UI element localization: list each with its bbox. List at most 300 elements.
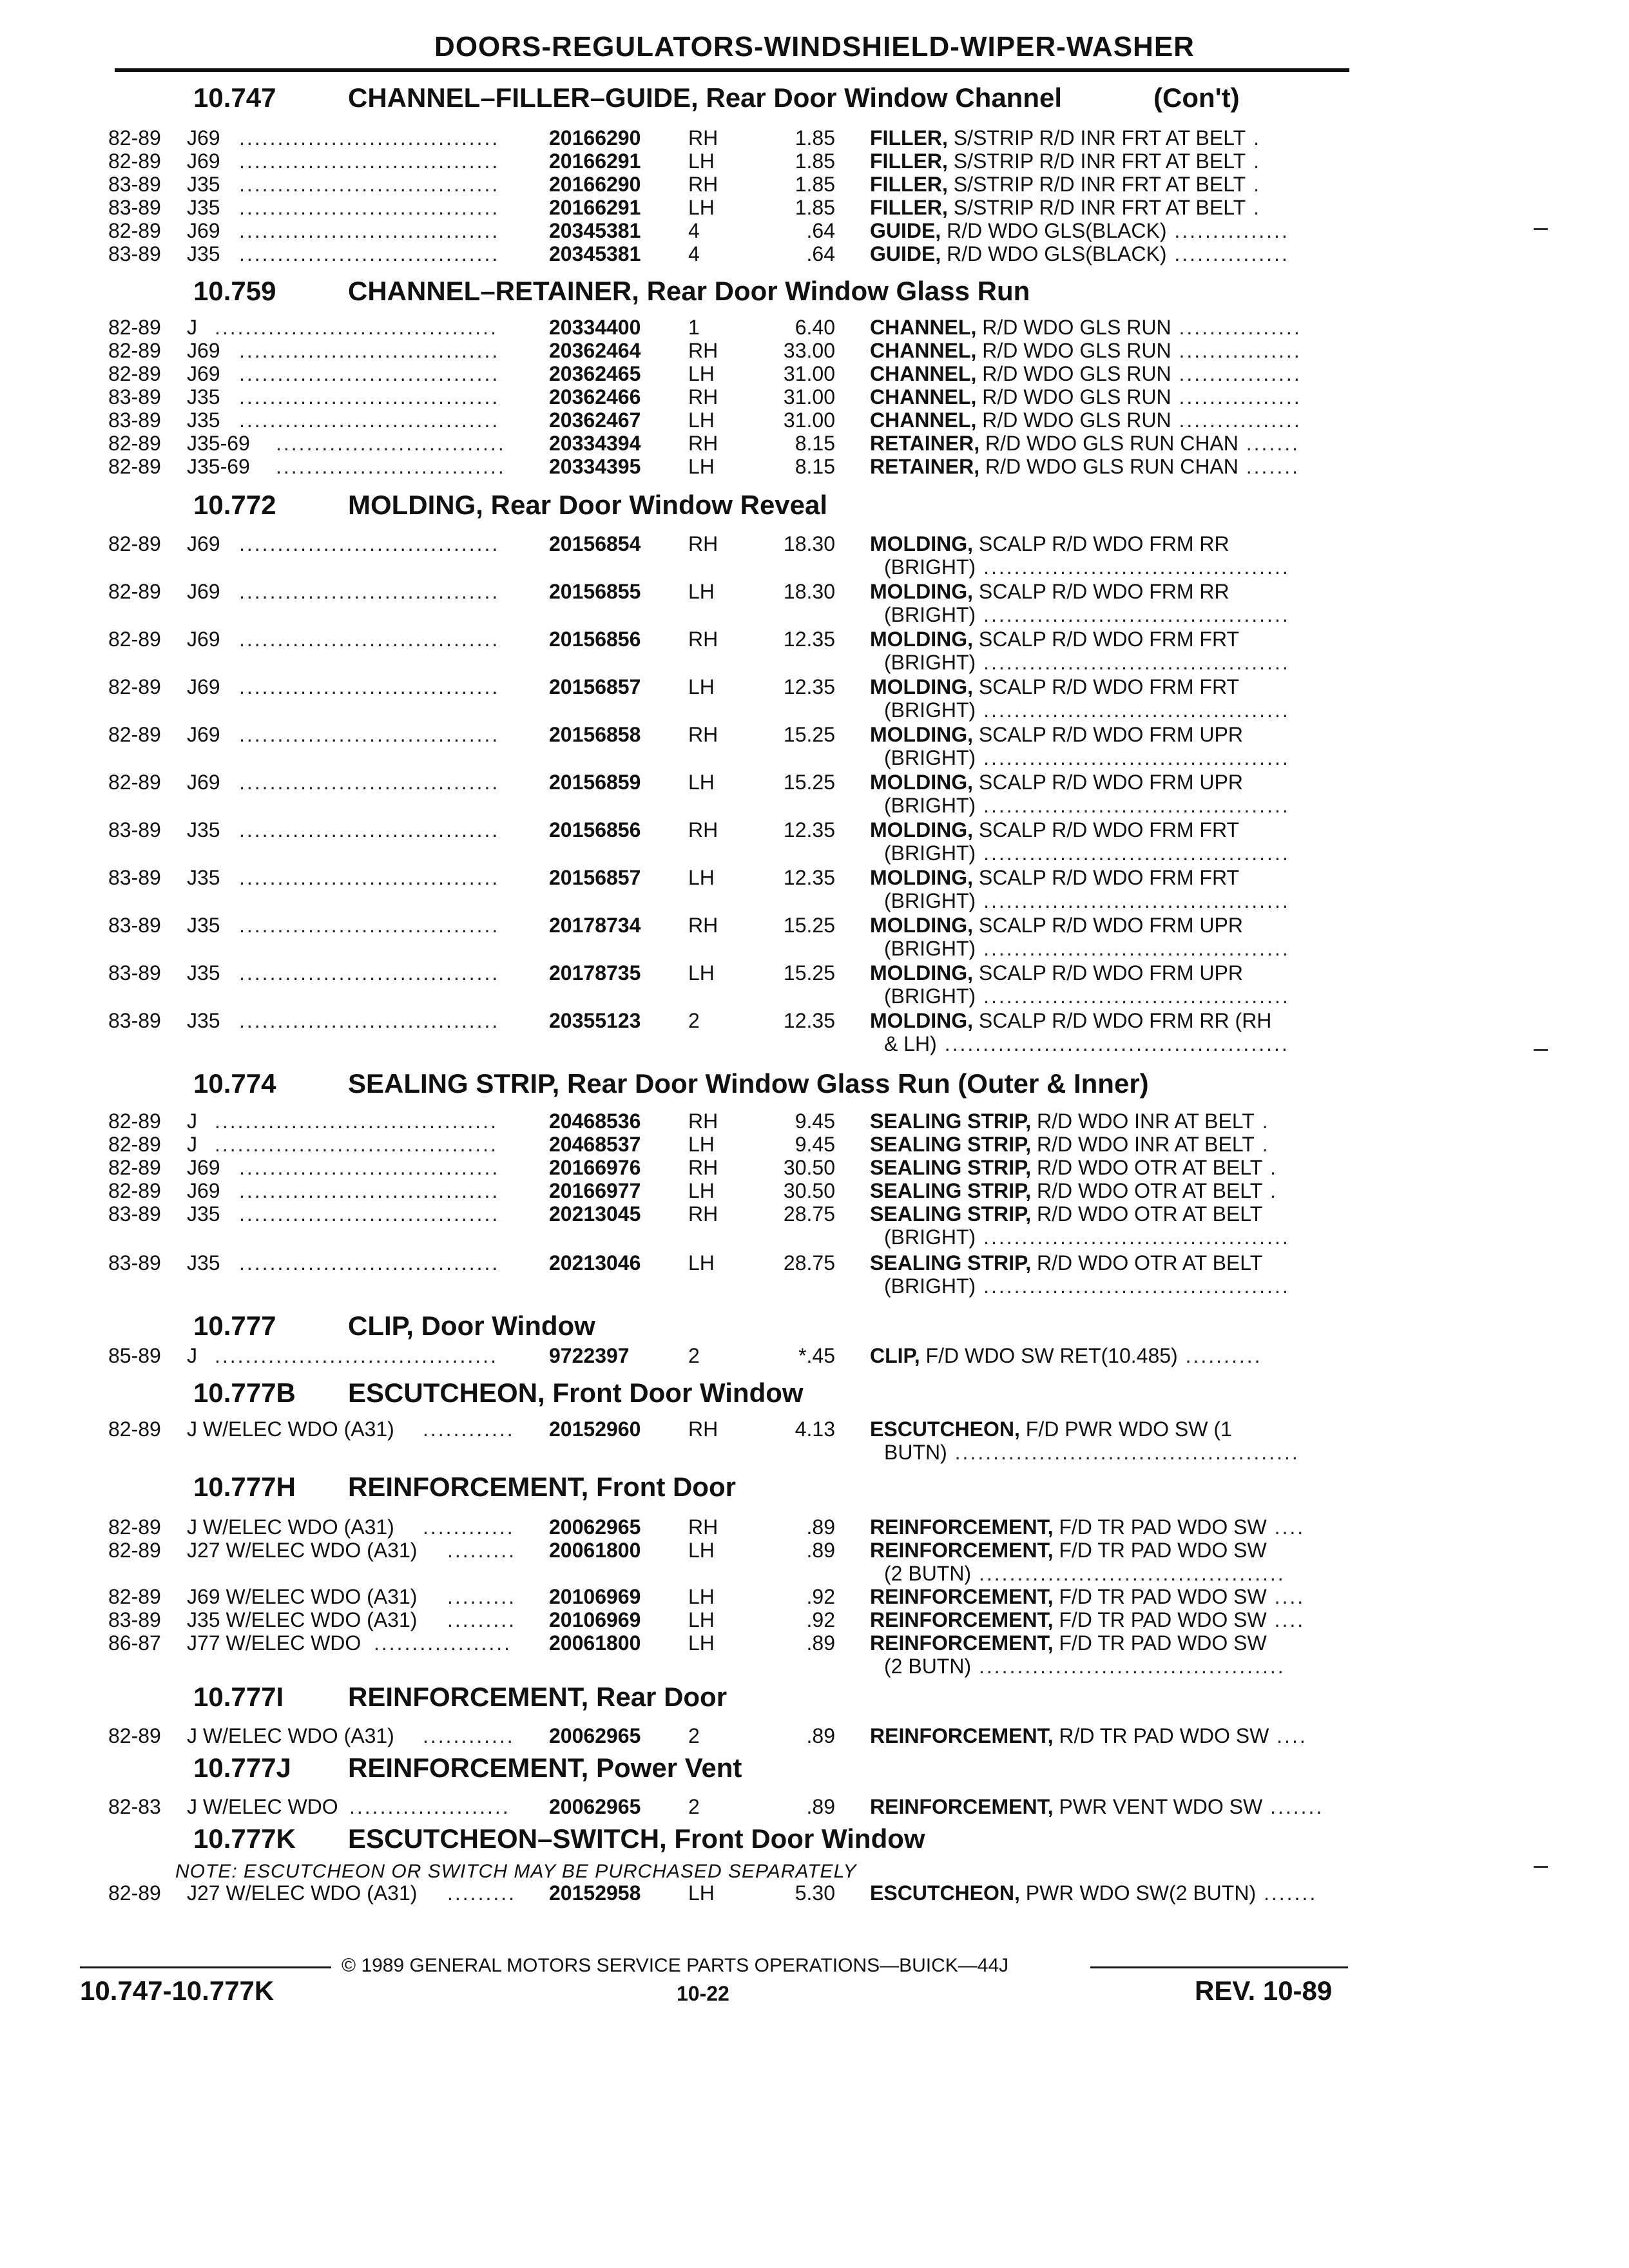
section-number: 10.777J	[193, 1753, 291, 1783]
part-description	[870, 242, 1289, 266]
model-years: 82-83	[108, 1795, 161, 1818]
unit-price: 30.50	[783, 1179, 835, 1202]
description-noun: MOLDING,	[870, 914, 973, 937]
leader-dots: ..................................	[239, 914, 500, 937]
part-number: 20213045	[549, 1202, 641, 1225]
model-years: 83-89	[108, 1202, 161, 1225]
model-code: J35	[187, 1009, 220, 1032]
continuation-text: (BRIGHT)	[884, 841, 976, 865]
section-title: ESCUTCHEON, Front Door Window	[348, 1378, 804, 1408]
position-qty: LH	[688, 196, 715, 219]
trailing-dots: .	[1254, 1110, 1270, 1133]
position-qty: RH	[688, 126, 718, 149]
part-description	[870, 1608, 1305, 1632]
leader-dots: ..................................	[239, 408, 500, 432]
section-number: 10.774	[193, 1068, 276, 1099]
part-description	[870, 1344, 1262, 1368]
model-years: 82-89	[108, 675, 161, 698]
description-detail: F/D TR PAD WDO SW	[1053, 1585, 1267, 1608]
trailing-dots: .	[1262, 1156, 1278, 1179]
position-qty: LH	[688, 1133, 715, 1156]
part-description	[870, 1631, 1267, 1655]
position-qty: 4	[688, 219, 700, 242]
model-years: 83-89	[108, 818, 161, 841]
model-code: J69	[187, 219, 220, 242]
unit-price: 18.30	[783, 580, 835, 603]
model-years: 82-89	[108, 1156, 161, 1179]
description-detail: PWR WDO SW(2 BUTN)	[1019, 1881, 1257, 1905]
unit-price: 12.35	[783, 1009, 835, 1032]
trailing-dots: ........................................	[976, 603, 1290, 626]
description-continuation	[884, 1441, 1300, 1465]
unit-price: 30.50	[783, 1156, 835, 1179]
description-detail: R/D WDO GLS RUN	[976, 408, 1171, 432]
part-description	[870, 149, 1261, 173]
description-noun: MOLDING,	[870, 961, 973, 985]
position-qty: LH	[688, 1631, 715, 1655]
trailing-dots: .......	[1238, 455, 1300, 478]
description-noun: FILLER,	[870, 126, 948, 149]
leader-dots: ..................................	[239, 196, 500, 219]
model-code: J35	[187, 1251, 220, 1274]
leader-dots: ..................	[374, 1631, 512, 1655]
part-description	[870, 1539, 1267, 1562]
trailing-dots: ....	[1269, 1724, 1307, 1747]
model-years: 82-89	[108, 362, 161, 385]
description-detail: R/D WDO GLS RUN	[976, 362, 1171, 385]
part-description	[870, 723, 1243, 747]
description-continuation	[884, 555, 1290, 579]
description-noun: MOLDING,	[870, 675, 973, 698]
description-detail: R/D WDO GLS RUN	[976, 339, 1171, 362]
part-description	[870, 385, 1302, 409]
part-number: 20106969	[549, 1608, 641, 1631]
model-code: J35	[187, 408, 220, 432]
model-years: 82-89	[108, 455, 161, 478]
part-number: 20166290	[549, 173, 641, 196]
description-noun: SEALING STRIP,	[870, 1133, 1032, 1156]
part-description	[870, 432, 1300, 456]
model-code: J	[187, 1110, 197, 1133]
trailing-dots: ................	[1171, 362, 1302, 385]
description-continuation	[884, 1274, 1290, 1298]
unit-price: .89	[806, 1724, 835, 1747]
unit-price: 18.30	[783, 532, 835, 555]
trailing-dots: ........................................	[976, 1274, 1290, 1298]
part-number: 20362465	[549, 362, 641, 385]
description-noun: SEALING STRIP,	[870, 1179, 1032, 1202]
leader-dots: .........	[447, 1881, 517, 1905]
model-code: J W/ELEC WDO	[187, 1795, 338, 1818]
description-noun: CHANNEL,	[870, 385, 977, 408]
part-number: 20166976	[549, 1156, 641, 1179]
section-number: 10.777B	[193, 1378, 296, 1408]
model-years: 82-89	[108, 339, 161, 362]
model-years: 83-89	[108, 961, 161, 985]
leader-dots: ..................................	[239, 219, 500, 242]
unit-price: 15.25	[783, 771, 835, 794]
description-detail: R/D WDO GLS RUN CHAN	[979, 432, 1239, 455]
description-noun: ESCUTCHEON,	[870, 1881, 1020, 1905]
position-qty: 2	[688, 1795, 700, 1818]
trailing-dots: ........................................	[976, 937, 1290, 960]
trailing-dots: ..........	[1177, 1344, 1262, 1367]
description-noun: REINFORCEMENT,	[870, 1608, 1054, 1631]
unit-price: 12.35	[783, 818, 835, 841]
leader-dots: ..................................	[239, 173, 500, 196]
part-description	[870, 1251, 1262, 1275]
description-detail: F/D TR PAD WDO SW	[1053, 1631, 1267, 1655]
leader-dots: .........	[447, 1608, 517, 1631]
model-years: 82-89	[108, 532, 161, 555]
leader-dots: .....................................	[215, 1133, 498, 1156]
description-noun: REINFORCEMENT,	[870, 1585, 1054, 1608]
model-code: J	[187, 316, 197, 339]
description-detail: R/D WDO INR AT BELT	[1031, 1133, 1255, 1156]
description-detail: SCALP R/D WDO FRM UPR	[972, 723, 1243, 746]
position-qty: LH	[688, 1585, 715, 1608]
margin-tick	[1534, 1049, 1548, 1051]
leader-dots: ..................................	[239, 1202, 500, 1225]
description-detail: SCALP R/D WDO FRM UPR	[972, 771, 1243, 794]
unit-price: 12.35	[783, 675, 835, 698]
description-noun: CHANNEL,	[870, 408, 977, 432]
model-code: J35	[187, 961, 220, 985]
model-code: J35	[187, 173, 220, 196]
description-detail: SCALP R/D WDO FRM RR	[972, 532, 1229, 555]
description-noun: RETAINER,	[870, 455, 980, 478]
trailing-dots: .	[1246, 126, 1261, 149]
part-number: 9722397	[549, 1344, 630, 1367]
position-qty: RH	[688, 339, 718, 362]
model-code: J W/ELEC WDO (A31)	[187, 1515, 394, 1539]
description-continuation	[884, 1562, 1286, 1586]
trailing-dots: ........................................	[971, 1655, 1286, 1678]
part-description	[870, 818, 1239, 842]
description-continuation	[884, 603, 1290, 627]
part-number: 20362467	[549, 408, 641, 432]
unit-price: 1.85	[795, 126, 835, 149]
unit-price: 5.30	[795, 1881, 835, 1905]
part-number: 20345381	[549, 242, 641, 265]
trailing-dots: .	[1262, 1179, 1278, 1202]
part-description	[870, 455, 1300, 479]
trailing-dots: ................	[1171, 316, 1302, 339]
section-title: REINFORCEMENT, Front Door	[348, 1472, 736, 1502]
trailing-dots: ........................................	[976, 985, 1290, 1008]
model-years: 82-89	[108, 219, 161, 242]
unit-price: .64	[806, 242, 835, 265]
trailing-dots: ........................................	[976, 555, 1290, 579]
position-qty: RH	[688, 1202, 718, 1225]
part-description	[870, 196, 1261, 220]
part-number: 20152960	[549, 1418, 641, 1441]
model-code: J69	[187, 126, 220, 149]
leader-dots: ..................................	[239, 149, 500, 173]
continuation-text: (BRIGHT)	[884, 651, 976, 674]
part-description	[870, 1110, 1270, 1133]
leader-dots: .........	[447, 1585, 517, 1608]
part-number: 20062965	[549, 1515, 641, 1539]
unit-price: 28.75	[783, 1251, 835, 1274]
trailing-dots: .	[1246, 149, 1261, 173]
trailing-dots: ....	[1266, 1608, 1306, 1631]
leader-dots: ..................................	[239, 628, 500, 651]
description-noun: CHANNEL,	[870, 316, 977, 339]
unit-price: .89	[806, 1515, 835, 1539]
position-qty: RH	[688, 1515, 718, 1539]
model-years: 83-89	[108, 1009, 161, 1032]
description-detail: R/D WDO GLS(BLACK)	[941, 219, 1167, 242]
position-qty: LH	[688, 1881, 715, 1905]
trailing-dots: ................	[1171, 339, 1302, 362]
position-qty: LH	[688, 866, 715, 889]
section-title: REINFORCEMENT, Rear Door	[348, 1682, 728, 1712]
part-number: 20156857	[549, 866, 641, 889]
trailing-dots: ...............	[1166, 219, 1289, 242]
description-detail: SCALP R/D WDO FRM UPR	[972, 961, 1243, 985]
part-description	[870, 1133, 1270, 1157]
position-qty: LH	[688, 408, 715, 432]
description-detail: R/D WDO GLS(BLACK)	[941, 242, 1167, 265]
model-code: J69	[187, 723, 220, 746]
model-years: 83-89	[108, 1251, 161, 1274]
footer-copyright: © 1989 GENERAL MOTORS SERVICE PARTS OPERATIONS—BUICK—44J	[342, 1955, 1009, 1976]
description-noun: MOLDING,	[870, 818, 973, 841]
description-detail: S/STRIP R/D INR FRT AT BELT	[947, 149, 1246, 173]
description-noun: REINFORCEMENT,	[870, 1795, 1054, 1818]
position-qty: LH	[688, 1608, 715, 1631]
description-noun: FILLER,	[870, 149, 948, 173]
model-code: J77 W/ELEC WDO	[187, 1631, 361, 1655]
description-detail: F/D TR PAD WDO SW	[1053, 1608, 1267, 1631]
part-number: 20178735	[549, 961, 641, 985]
model-years: 86-87	[108, 1631, 161, 1655]
description-detail: F/D WDO SW RET(10.485)	[920, 1344, 1178, 1367]
description-detail: F/D PWR WDO SW (1	[1019, 1418, 1232, 1441]
model-years: 82-89	[108, 1133, 161, 1156]
unit-price: *.45	[798, 1344, 835, 1367]
model-code: J69	[187, 580, 220, 603]
model-code: J35	[187, 866, 220, 889]
trailing-dots: ................	[1171, 385, 1302, 408]
continuation-text: (BRIGHT)	[884, 698, 976, 722]
model-code: J35 W/ELEC WDO (A31)	[187, 1608, 418, 1631]
model-years: 82-89	[108, 1515, 161, 1539]
position-qty: 1	[688, 316, 700, 339]
leader-dots: ..................................	[239, 385, 500, 408]
part-number: 20156854	[549, 532, 641, 555]
position-qty: 2	[688, 1724, 700, 1747]
position-qty: RH	[688, 723, 718, 746]
description-detail: R/D WDO OTR AT BELT	[1031, 1156, 1263, 1179]
leader-dots: ..................................	[239, 723, 500, 746]
section-title: CHANNEL–RETAINER, Rear Door Window Glass Run	[348, 276, 1030, 306]
unit-price: 28.75	[783, 1202, 835, 1225]
description-detail: R/D WDO OTR AT BELT	[1031, 1251, 1263, 1274]
trailing-dots: ........................................	[976, 841, 1290, 865]
position-qty: LH	[688, 1539, 715, 1562]
trailing-dots: .	[1246, 196, 1261, 219]
model-code: J35-69	[187, 432, 250, 455]
section-title: ESCUTCHEON–SWITCH, Front Door Window	[348, 1823, 925, 1854]
position-qty: 4	[688, 242, 700, 265]
part-description	[870, 1585, 1305, 1609]
part-number: 20468536	[549, 1110, 641, 1133]
part-number: 20355123	[549, 1009, 641, 1032]
part-description	[870, 219, 1289, 243]
part-description	[870, 362, 1302, 386]
part-number: 20166291	[549, 196, 641, 219]
model-years: 83-89	[108, 914, 161, 937]
continuation-text: (BRIGHT)	[884, 1225, 976, 1249]
unit-price: 4.13	[795, 1418, 835, 1441]
description-noun: SEALING STRIP,	[870, 1202, 1032, 1225]
description-detail: S/STRIP R/D INR FRT AT BELT	[947, 126, 1246, 149]
unit-price: 12.35	[783, 866, 835, 889]
model-years: 83-89	[108, 173, 161, 196]
description-detail: R/D WDO GLS RUN	[976, 316, 1171, 339]
unit-price: 1.85	[795, 173, 835, 196]
description-noun: ESCUTCHEON,	[870, 1418, 1020, 1441]
part-description	[870, 408, 1302, 432]
part-description	[870, 1156, 1278, 1180]
unit-price: 31.00	[783, 385, 835, 408]
trailing-dots: ........................................	[976, 698, 1290, 722]
model-code: J69	[187, 628, 220, 651]
description-noun: MOLDING,	[870, 771, 973, 794]
leader-dots: ..................................	[239, 961, 500, 985]
part-number: 20362466	[549, 385, 641, 408]
part-number: 20213046	[549, 1251, 641, 1274]
model-years: 83-89	[108, 385, 161, 408]
trailing-dots: ........................................	[976, 794, 1290, 817]
model-years: 83-89	[108, 1608, 161, 1631]
continuation-text: (BRIGHT)	[884, 555, 976, 579]
unit-price: .89	[806, 1539, 835, 1562]
unit-price: 31.00	[783, 362, 835, 385]
model-code: J35	[187, 818, 220, 841]
unit-price: 8.15	[795, 455, 835, 478]
description-detail: R/D WDO GLS RUN CHAN	[979, 455, 1239, 478]
trailing-dots: .	[1246, 173, 1261, 196]
position-qty: RH	[688, 385, 718, 408]
model-code: J69	[187, 362, 220, 385]
description-noun: REINFORCEMENT,	[870, 1724, 1054, 1747]
model-code: J69	[187, 1179, 220, 1202]
model-years: 82-89	[108, 1724, 161, 1747]
unit-price: .64	[806, 219, 835, 242]
continuation-text: (BRIGHT)	[884, 985, 976, 1008]
description-detail: R/D WDO GLS RUN	[976, 385, 1171, 408]
part-description	[870, 866, 1239, 890]
model-years: 82-89	[108, 723, 161, 746]
leader-dots: ..................................	[239, 580, 500, 603]
leader-dots: ..................................	[239, 1009, 500, 1032]
description-detail: R/D TR PAD WDO SW	[1053, 1724, 1269, 1747]
position-qty: 2	[688, 1344, 700, 1367]
part-number: 20156856	[549, 628, 641, 651]
section-number: 10.777	[193, 1311, 276, 1341]
model-code: J69 W/ELEC WDO (A31)	[187, 1585, 418, 1608]
continuation-text: BUTN)	[884, 1441, 947, 1464]
trailing-dots: ................	[1171, 408, 1302, 432]
part-number: 20156857	[549, 675, 641, 698]
leader-dots: ..................................	[239, 866, 500, 889]
position-qty: LH	[688, 771, 715, 794]
description-detail: SCALP R/D WDO FRM FRT	[972, 675, 1240, 698]
part-description	[870, 1881, 1317, 1905]
description-noun: REINFORCEMENT,	[870, 1631, 1054, 1655]
model-code: J35	[187, 196, 220, 219]
description-detail: S/STRIP R/D INR FRT AT BELT	[947, 196, 1246, 219]
position-qty: RH	[688, 173, 718, 196]
unit-price: 12.35	[783, 628, 835, 651]
description-noun: CHANNEL,	[870, 362, 977, 385]
description-noun: SEALING STRIP,	[870, 1156, 1032, 1179]
model-code: J W/ELEC WDO (A31)	[187, 1724, 394, 1747]
position-qty: 2	[688, 1009, 700, 1032]
model-years: 82-89	[108, 1418, 161, 1441]
part-description	[870, 316, 1302, 340]
description-noun: FILLER,	[870, 173, 948, 196]
leader-dots: .........	[447, 1539, 517, 1562]
position-qty: RH	[688, 1418, 718, 1441]
leader-dots: ..................................	[239, 1156, 500, 1179]
continuation-text: (2 BUTN)	[884, 1562, 972, 1585]
unit-price: 31.00	[783, 408, 835, 432]
position-qty: LH	[688, 362, 715, 385]
continuation-text: (BRIGHT)	[884, 746, 976, 769]
trailing-dots: .......	[1238, 432, 1300, 455]
part-number: 20152958	[549, 1881, 641, 1905]
description-noun: REINFORCEMENT,	[870, 1515, 1054, 1539]
description-detail: S/STRIP R/D INR FRT AT BELT	[947, 173, 1246, 196]
description-detail: PWR VENT WDO SW	[1053, 1795, 1263, 1818]
position-qty: RH	[688, 1110, 718, 1133]
leader-dots: .....................................	[215, 316, 498, 339]
unit-price: .92	[806, 1585, 835, 1608]
section-title: CHANNEL–FILLER–GUIDE, Rear Door Window Channel	[348, 82, 1063, 113]
model-years: 82-89	[108, 1881, 161, 1905]
leader-dots: ............	[423, 1418, 515, 1441]
model-code: J69	[187, 532, 220, 555]
description-detail: SCALP R/D WDO FRM UPR	[972, 914, 1243, 937]
description-noun: SEALING STRIP,	[870, 1110, 1032, 1133]
trailing-dots: .	[1254, 1133, 1270, 1156]
leader-dots: ..................................	[239, 242, 500, 265]
description-noun: CLIP,	[870, 1344, 920, 1367]
part-number: 20334400	[549, 316, 641, 339]
position-qty: RH	[688, 532, 718, 555]
position-qty: RH	[688, 628, 718, 651]
description-continuation	[884, 1655, 1286, 1678]
unit-price: 8.15	[795, 432, 835, 455]
description-noun: MOLDING,	[870, 628, 973, 651]
continuation-text: (2 BUTN)	[884, 1655, 972, 1678]
leader-dots: .....................	[349, 1795, 510, 1818]
margin-tick	[1534, 228, 1548, 230]
continuation-text: (BRIGHT)	[884, 794, 976, 817]
trailing-dots: ........................................	[976, 746, 1290, 769]
position-qty: RH	[688, 818, 718, 841]
part-description	[870, 339, 1302, 363]
model-code: J69	[187, 149, 220, 173]
continuation-text: (BRIGHT)	[884, 603, 976, 626]
unit-price: 9.45	[795, 1110, 835, 1133]
part-description	[870, 1515, 1305, 1539]
description-noun: MOLDING,	[870, 1009, 973, 1032]
